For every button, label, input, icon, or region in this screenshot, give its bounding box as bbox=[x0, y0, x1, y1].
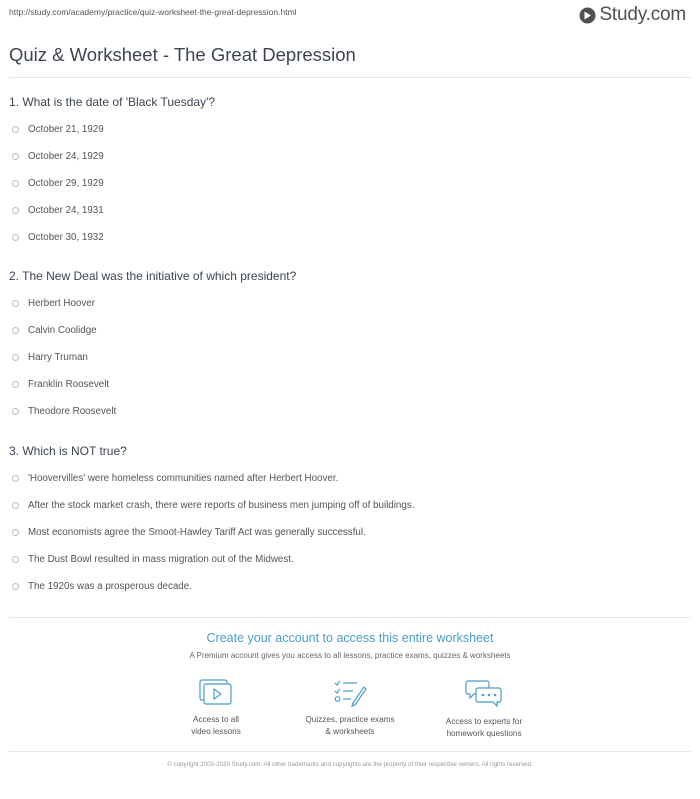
cta-subtitle: A Premium account gives you access to all lessons, practice exams, quizzes & worksheets bbox=[189, 651, 511, 660]
q1-option-1[interactable] bbox=[12, 124, 104, 135]
radio-button[interactable] bbox=[12, 556, 19, 563]
option-label: After the stock market crash, there were reports of business men jumping off of buildings. bbox=[28, 500, 415, 511]
title-divider bbox=[9, 77, 691, 78]
footer-divider bbox=[9, 751, 691, 752]
option-label: October 21, 1929 bbox=[28, 124, 104, 135]
question-1-title: 1. What is the date of 'Black Tuesday'? bbox=[9, 95, 216, 109]
option-label: October 30, 1932 bbox=[28, 232, 104, 243]
radio-button[interactable] bbox=[12, 300, 19, 307]
q2-option-2[interactable] bbox=[12, 325, 97, 336]
q3-option-5[interactable] bbox=[12, 581, 192, 592]
video-lessons-icon bbox=[199, 679, 233, 707]
radio-button[interactable] bbox=[12, 475, 19, 482]
q1-option-2[interactable] bbox=[12, 151, 104, 162]
feature-video-lessons bbox=[156, 679, 276, 738]
radio-button[interactable] bbox=[12, 207, 19, 214]
page-url: http://study.com/academy/practice/quiz-worksheet-the-great-depression.html bbox=[9, 7, 297, 17]
radio-button[interactable] bbox=[12, 153, 19, 160]
radio-button[interactable] bbox=[12, 583, 19, 590]
option-label: The Dust Bowl resulted in mass migration out of the Midwest. bbox=[28, 554, 294, 565]
radio-button[interactable] bbox=[12, 126, 19, 133]
feature-label: Quizzes, practice exams & worksheets bbox=[305, 715, 395, 736]
q1-option-5[interactable] bbox=[12, 232, 104, 243]
option-label: Franklin Roosevelt bbox=[28, 379, 110, 390]
radio-button[interactable] bbox=[12, 529, 19, 536]
q3-option-1[interactable] bbox=[12, 473, 338, 484]
q3-option-4[interactable] bbox=[12, 554, 294, 565]
page-title: Quiz & Worksheet - The Great Depression bbox=[9, 44, 356, 65]
option-label: Theodore Roosevelt bbox=[28, 406, 117, 417]
q2-option-4[interactable] bbox=[12, 379, 109, 390]
option-label: October 24, 1931 bbox=[28, 205, 104, 216]
logo-text: Study.com bbox=[599, 4, 686, 25]
q2-option-5[interactable] bbox=[12, 406, 116, 417]
option-label: 'Hoovervilles' were homeless communities named after Herbert Hoover. bbox=[28, 473, 339, 484]
cta-divider bbox=[9, 617, 691, 618]
question-2-title: 2. The New Deal was the initiative of which president? bbox=[9, 269, 297, 283]
expert-chat-icon bbox=[465, 679, 503, 709]
q2-option-1[interactable] bbox=[12, 298, 95, 309]
feature-quizzes bbox=[290, 679, 410, 738]
radio-button[interactable] bbox=[12, 180, 19, 187]
option-label: Calvin Coolidge bbox=[28, 325, 97, 336]
feature-experts bbox=[424, 679, 544, 740]
option-label: Harry Truman bbox=[28, 352, 88, 363]
option-label: October 29, 1929 bbox=[28, 178, 104, 189]
option-label: October 24, 1929 bbox=[28, 151, 104, 162]
q1-option-4[interactable] bbox=[12, 205, 104, 216]
radio-button[interactable] bbox=[12, 408, 19, 415]
q3-option-3[interactable] bbox=[12, 527, 366, 538]
copyright-footer: © copyright 2003-2020 Study.com. All other trademarks and copyrights are the property of their respective owners. All rights reserved. bbox=[167, 761, 533, 768]
feature-label: Access to experts for homework questions bbox=[445, 717, 523, 738]
feature-label: Access to all video lessons bbox=[191, 715, 241, 736]
study-logo-circle-icon bbox=[579, 7, 596, 24]
study-logo[interactable] bbox=[579, 4, 686, 26]
option-label: Most economists agree the Smoot-Hawley Tariff Act was generally successful. bbox=[28, 527, 366, 538]
radio-button[interactable] bbox=[12, 502, 19, 509]
q1-option-3[interactable] bbox=[12, 178, 104, 189]
radio-button[interactable] bbox=[12, 381, 19, 388]
radio-button[interactable] bbox=[12, 234, 19, 241]
option-label: The 1920s was a prosperous decade. bbox=[28, 581, 192, 592]
radio-button[interactable] bbox=[12, 327, 19, 334]
q2-option-3[interactable] bbox=[12, 352, 88, 363]
option-label: Herbert Hoover bbox=[28, 298, 95, 309]
q3-option-2[interactable] bbox=[12, 500, 414, 511]
quiz-checklist-icon bbox=[333, 679, 367, 707]
radio-button[interactable] bbox=[12, 354, 19, 361]
question-3-title: 3. Which is NOT true? bbox=[9, 444, 127, 458]
create-account-link[interactable]: Create your account to access this entire worksheet bbox=[206, 631, 494, 645]
